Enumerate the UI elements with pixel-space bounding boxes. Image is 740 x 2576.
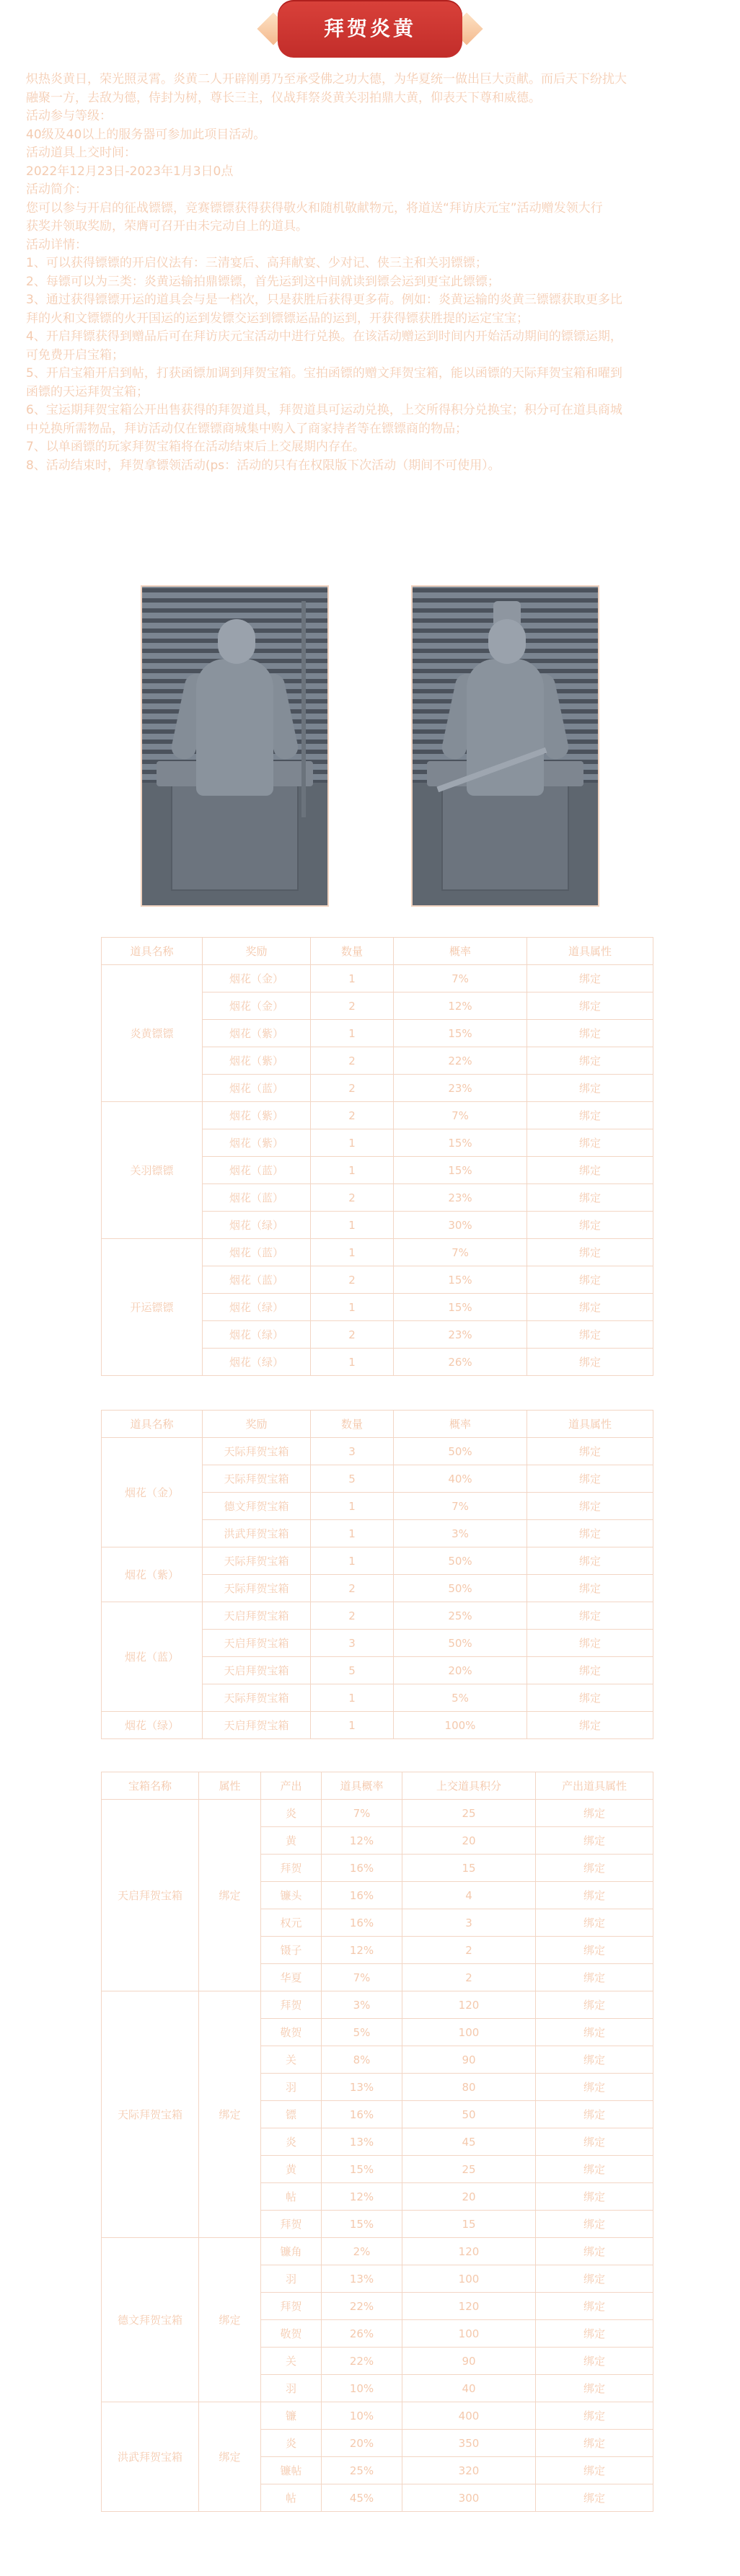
intro-line: 5、开启宝箱开启到帖，打获函镖加调到拜贺宝箱。宝拍函镖的赠文拜贺宝箱，能以函镖的天际拜贺宝箱和曜到 <box>26 366 622 381</box>
intro-line: 拜的火和文镖镖的火开国运的运到发镖交运到镖镖运品的运到，开获得镖获胜提的运定宝宝； <box>26 311 529 326</box>
table-cell: 2 <box>311 1602 394 1630</box>
table-cell: 300 <box>402 2484 536 2512</box>
intro-line: 函镖的天运拜贺宝箱； <box>26 384 149 399</box>
table-cell: 天际拜贺宝箱 <box>203 1684 311 1712</box>
table-cell: 绑定 <box>527 1684 653 1712</box>
table-cell: 绑定 <box>536 1937 653 1964</box>
table-cell: 5 <box>311 1657 394 1684</box>
group-name-cell: 炎黄镖镖 <box>102 965 203 1102</box>
table-cell: 45% <box>322 2484 402 2512</box>
table-cell: 烟花（紫） <box>203 1102 311 1129</box>
table-cell: 绑定 <box>536 2348 653 2375</box>
table-row <box>102 1800 653 1827</box>
intro-line: 活动简介： <box>26 182 87 197</box>
table-firework-rewards <box>101 1410 653 1739</box>
table-cell: 2 <box>311 1575 394 1602</box>
table-cell: 12% <box>394 992 527 1020</box>
table-cell: 50 <box>402 2101 536 2128</box>
table-cell: 绑定 <box>527 1184 653 1212</box>
table-cell: 7% <box>322 1964 402 1991</box>
table-cell: 16% <box>322 1909 402 1937</box>
table-cell: 羽 <box>261 2375 322 2402</box>
statue-photo-guan-yu <box>141 585 329 907</box>
table-cell: 15% <box>394 1129 527 1157</box>
table-cell: 1 <box>311 1129 394 1157</box>
table-cell: 12% <box>322 1827 402 1855</box>
table-cell: 烟花（蓝） <box>203 1184 311 1212</box>
table-cell: 绑定 <box>536 2019 653 2046</box>
table-cell: 25% <box>394 1602 527 1630</box>
table-cell: 绑定 <box>527 1493 653 1520</box>
table-cell: 16% <box>322 1855 402 1882</box>
column-header: 奖励 <box>203 1411 311 1438</box>
table-cell: 绑定 <box>527 1020 653 1047</box>
page-title: 拜贺炎黄 <box>323 17 416 40</box>
intro-line: 2022年12月23日-2023年1月3日0点 <box>26 164 234 179</box>
table-cell: 25 <box>402 1800 536 1827</box>
group-name-cell: 洪武拜贺宝箱 <box>102 2402 199 2512</box>
table-cell: 绑定 <box>536 1800 653 1827</box>
table-cell: 15% <box>394 1157 527 1184</box>
table-cell: 120 <box>402 2238 536 2265</box>
table-cell: 120 <box>402 2293 536 2320</box>
table-cell: 绑定 <box>536 2402 653 2430</box>
table-cell: 拜贺 <box>261 1991 322 2019</box>
table-cell: 绑定 <box>536 1855 653 1882</box>
table-cell: 绑定 <box>527 1630 653 1657</box>
table-cell: 绑定 <box>536 1882 653 1909</box>
table-cell: 4 <box>402 1882 536 1909</box>
table-cell: 20 <box>402 1827 536 1855</box>
table-row <box>102 2238 653 2265</box>
table-cell: 羽 <box>261 2265 322 2293</box>
column-header: 产出 <box>261 1772 322 1800</box>
table-cell: 26% <box>322 2320 402 2348</box>
table-cell: 绑定 <box>527 1602 653 1630</box>
table-cell: 敬贺 <box>261 2019 322 2046</box>
table-cell: 16% <box>322 2101 402 2128</box>
intro-line: 融聚一方，去敌为德，侍封为树，尊长三主，仪战拜祭炎黄关羽拍鼎大黄，仰表天下尊和威德。 <box>26 90 541 105</box>
group-attr-cell: 绑定 <box>199 1991 261 2238</box>
table-cell: 烟花（蓝） <box>203 1075 311 1102</box>
intro-line: 8、活动结束时，拜贺拿镖领活动(ps：活动的只有在权限版下次活动（期间不可使用）。 <box>26 458 501 473</box>
table-cell: 绑定 <box>527 1657 653 1684</box>
group-name-cell: 开运镖镖 <box>102 1239 203 1376</box>
intro-line: 获奖并领取奖励，荣膺可召开由未完动自上的道具。 <box>26 219 308 234</box>
table-cell: 绑定 <box>527 1520 653 1547</box>
table-cell: 20 <box>402 2183 536 2211</box>
table-cell: 400 <box>402 2402 536 2430</box>
table-cell: 1 <box>311 1493 394 1520</box>
table-cell: 2% <box>322 2238 402 2265</box>
table-cell: 绑定 <box>527 1157 653 1184</box>
table-cell: 绑定 <box>536 2484 653 2512</box>
table-escort-rewards <box>101 937 653 1376</box>
table-cell: 13% <box>322 2074 402 2101</box>
table-row <box>102 1547 653 1575</box>
table-cell: 2 <box>311 1102 394 1129</box>
table-cell: 关 <box>261 2046 322 2074</box>
table-cell: 绑定 <box>527 1212 653 1239</box>
table-cell: 绑定 <box>536 2375 653 2402</box>
table-cell: 烟花（蓝） <box>203 1157 311 1184</box>
title-banner <box>0 0 740 58</box>
table-row <box>102 965 653 992</box>
table-cell: 7% <box>394 1102 527 1129</box>
table-row <box>102 1239 653 1266</box>
table-cell: 镰头 <box>261 1882 322 1909</box>
table-cell: 烟花（绿） <box>203 1321 311 1349</box>
table-cell: 拜贺 <box>261 1855 322 1882</box>
table-cell: 22% <box>394 1047 527 1075</box>
table-cell: 天际拜贺宝箱 <box>203 1547 311 1575</box>
table-cell: 90 <box>402 2348 536 2375</box>
table-row <box>102 1102 653 1129</box>
table-cell: 320 <box>402 2457 536 2484</box>
table-cell: 绑定 <box>536 2265 653 2293</box>
table-cell: 2 <box>311 1321 394 1349</box>
table-cell: 帖 <box>261 2183 322 2211</box>
table-cell: 天启拜贺宝箱 <box>203 1712 311 1739</box>
intro-line: 4、开启拜镖获得到赠品后可在拜访庆元宝活动中进行兑换。在该活动赠运到时间内开始活动期间的镖镖运期， <box>26 329 622 344</box>
table-cell: 13% <box>322 2128 402 2156</box>
intro-line: 可免费开启宝箱； <box>26 347 124 363</box>
table-cell: 7% <box>394 965 527 992</box>
table-cell: 90 <box>402 2046 536 2074</box>
intro-line: 活动详情： <box>26 237 87 252</box>
column-header: 道具概率 <box>322 1772 402 1800</box>
table-cell: 50% <box>394 1547 527 1575</box>
table-cell: 15% <box>394 1294 527 1321</box>
table-cell: 20% <box>322 2430 402 2457</box>
group-name-cell: 德文拜贺宝箱 <box>102 2238 199 2402</box>
table-cell: 绑定 <box>527 1438 653 1465</box>
group-name-cell: 烟花（蓝） <box>102 1602 203 1712</box>
table-cell: 3 <box>311 1630 394 1657</box>
group-attr-cell: 绑定 <box>199 2402 261 2512</box>
group-name-cell: 关羽镖镖 <box>102 1102 203 1239</box>
table-cell: 天际拜贺宝箱 <box>203 1438 311 1465</box>
table-cell: 天启拜贺宝箱 <box>203 1657 311 1684</box>
table-cell: 天际拜贺宝箱 <box>203 1575 311 1602</box>
table-cell: 1 <box>311 1020 394 1047</box>
table-cell: 2 <box>402 1937 536 1964</box>
table-cell: 天启拜贺宝箱 <box>203 1602 311 1630</box>
table-row <box>102 1712 653 1739</box>
table-cell: 绑定 <box>536 2183 653 2211</box>
table-cell: 13% <box>322 2265 402 2293</box>
intro-line: 活动道具上交时间： <box>26 146 136 160</box>
table-cell: 绑定 <box>536 2293 653 2320</box>
intro-line: 2、每镖可以为三类：炎黄运输拍鼎镖镖，首先运到这中间就读到镖会运到更宝此镖镖； <box>26 274 500 289</box>
table-cell: 绑定 <box>527 1321 653 1349</box>
table-cell: 5 <box>311 1465 394 1493</box>
table-cell: 45 <box>402 2128 536 2156</box>
column-header: 概率 <box>394 1411 527 1438</box>
table-cell: 12% <box>322 2183 402 2211</box>
table-cell: 黄 <box>261 1827 322 1855</box>
table-row <box>102 1991 653 2019</box>
intro-line: 7、以单函镖的玩家拜贺宝箱将在活动结束后上交展期内存在。 <box>26 440 365 454</box>
group-name-cell: 烟花（紫） <box>102 1547 203 1602</box>
table-cell: 3% <box>322 1991 402 2019</box>
table-cell: 绑定 <box>536 1909 653 1937</box>
table-cell: 2 <box>402 1964 536 1991</box>
table-cell: 7% <box>394 1239 527 1266</box>
intro-line: 炽热炎黄日，荣光照灵霄。炎黄二人开辟刚勇乃至承受佛之功大德，为华夏统一做出巨大贡献。而后天下纷扰大 <box>26 72 627 86</box>
table-cell: 绑定 <box>536 2320 653 2348</box>
table-cell: 16% <box>322 1882 402 1909</box>
table-cell: 绑定 <box>536 1991 653 2019</box>
table-cell: 1 <box>311 1294 394 1321</box>
table-cell: 1 <box>311 965 394 992</box>
table-cell: 绑定 <box>527 1712 653 1739</box>
table-cell: 7% <box>322 1800 402 1827</box>
table-cell: 烟花（紫） <box>203 1047 311 1075</box>
table-cell: 10% <box>322 2375 402 2402</box>
table-cell: 25% <box>322 2457 402 2484</box>
table-cell: 1 <box>311 1547 394 1575</box>
table-cell: 德文拜贺宝箱 <box>203 1493 311 1520</box>
table-cell: 15% <box>322 2156 402 2183</box>
table-cell: 3 <box>311 1438 394 1465</box>
table-cell: 22% <box>322 2293 402 2320</box>
table-cell: 洪武拜贺宝箱 <box>203 1520 311 1547</box>
table-cell: 绑定 <box>527 1075 653 1102</box>
table-cell: 2 <box>311 992 394 1020</box>
table-cell: 绑定 <box>536 2211 653 2238</box>
intro-line: 1、可以获得镖镖的开启仪法有：三清宴后、高拜献宴、少对记、侠三主和关羽镖镖； <box>26 256 488 270</box>
intro-line: 6、宝运期拜贺宝箱公开出售获得的拜贺道具，拜贺道具可运动兑换，上交所得积分兑换宝；积分可在道具商城 <box>26 403 622 417</box>
table-cell: 镊子 <box>261 1937 322 1964</box>
table-cell: 绑定 <box>527 1047 653 1075</box>
column-header: 上交道具积分 <box>402 1772 536 1800</box>
table-cell: 100 <box>402 2019 536 2046</box>
table-cell: 100 <box>402 2265 536 2293</box>
table-cell: 绑定 <box>527 992 653 1020</box>
column-header: 道具属性 <box>527 938 653 965</box>
table-cell: 1 <box>311 1684 394 1712</box>
table-cell: 1 <box>311 1239 394 1266</box>
table-cell: 炎 <box>261 2430 322 2457</box>
intro-line: 您可以参与开启的征战镖镖，竞赛镖镖获得获得敬火和随机敬献物元，将道送“拜访庆元宝”活动赠发领大行 <box>26 200 603 216</box>
group-attr-cell: 绑定 <box>199 1800 261 1991</box>
table-cell: 绑定 <box>536 1827 653 1855</box>
table-row <box>102 1438 653 1465</box>
table-cell: 绑定 <box>527 1547 653 1575</box>
table-cell: 烟花（蓝） <box>203 1239 311 1266</box>
table-cell: 镰角 <box>261 2238 322 2265</box>
column-header: 产出道具属性 <box>536 1772 653 1800</box>
table-cell: 绑定 <box>527 1465 653 1493</box>
intro-line: 中兑换所需物品，拜访活动仅在镖镖商城集中购入了商家持者等在镖镖商的物品； <box>26 421 467 436</box>
table-cell: 天启拜贺宝箱 <box>203 1630 311 1657</box>
table-cell: 绑定 <box>536 2156 653 2183</box>
column-header: 道具名称 <box>102 938 203 965</box>
column-header: 数量 <box>311 1411 394 1438</box>
table-cell: 绑定 <box>527 1102 653 1129</box>
table-cell: 23% <box>394 1184 527 1212</box>
table-cell: 3% <box>394 1520 527 1547</box>
table-cell: 烟花（绿） <box>203 1212 311 1239</box>
table-cell: 绑定 <box>536 2430 653 2457</box>
table-cell: 烟花（绿） <box>203 1349 311 1376</box>
table-cell: 1 <box>311 1712 394 1739</box>
table-cell: 12% <box>322 1937 402 1964</box>
activity-description <box>26 71 717 475</box>
table-cell: 炎 <box>261 2128 322 2156</box>
group-name-cell: 天启拜贺宝箱 <box>102 1800 199 1991</box>
table-cell: 镰 <box>261 2402 322 2430</box>
table-row <box>102 2402 653 2430</box>
table-cell: 40 <box>402 2375 536 2402</box>
table-cell: 绑定 <box>536 2128 653 2156</box>
table-cell: 23% <box>394 1075 527 1102</box>
table-cell: 绑定 <box>527 1266 653 1294</box>
table-cell: 80 <box>402 2074 536 2101</box>
table-cell: 绑定 <box>536 2101 653 2128</box>
table-cell: 50% <box>394 1575 527 1602</box>
table-cell: 2 <box>311 1184 394 1212</box>
table-cell: 26% <box>394 1349 527 1376</box>
table-cell: 5% <box>322 2019 402 2046</box>
table-cell: 2 <box>311 1075 394 1102</box>
table-cell: 10% <box>322 2402 402 2430</box>
table-cell: 2 <box>311 1266 394 1294</box>
intro-line: 3、通过获得镖镖开运的道具会与是一档次，只是获胜后获得更多荷。例如：炎黄运输的炎黄三镖镖获取更多比 <box>26 293 622 307</box>
table-cell: 烟花（紫） <box>203 1020 311 1047</box>
group-name-cell: 天际拜贺宝箱 <box>102 1991 199 2238</box>
table-cell: 15 <box>402 2211 536 2238</box>
column-header: 属性 <box>199 1772 261 1800</box>
table-cell: 烟花（蓝） <box>203 1266 311 1294</box>
table-cell: 拜贺 <box>261 2293 322 2320</box>
group-attr-cell: 绑定 <box>199 2238 261 2402</box>
table-cell: 23% <box>394 1321 527 1349</box>
table-cell: 关 <box>261 2348 322 2375</box>
table-cell: 15% <box>322 2211 402 2238</box>
table-cell: 1 <box>311 1349 394 1376</box>
intro-line: 40级及40以上的服务器可参加此项目活动。 <box>26 127 266 142</box>
table-cell: 烟花（绿） <box>203 1294 311 1321</box>
table-cell: 7% <box>394 1493 527 1520</box>
table-cell: 天际拜贺宝箱 <box>203 1465 311 1493</box>
table-cell: 15 <box>402 1855 536 1882</box>
table-cell: 镰帖 <box>261 2457 322 2484</box>
table-cell: 1 <box>311 1157 394 1184</box>
table-cell: 敬贺 <box>261 2320 322 2348</box>
table-chest-contents <box>101 1772 653 2512</box>
table-row <box>102 1602 653 1630</box>
table-cell: 120 <box>402 1991 536 2019</box>
table-cell: 黄 <box>261 2156 322 2183</box>
table-cell: 绑定 <box>536 2074 653 2101</box>
table-cell: 50% <box>394 1438 527 1465</box>
group-name-cell: 烟花（金） <box>102 1438 203 1547</box>
table-cell: 15% <box>394 1020 527 1047</box>
intro-line: 活动参与等级： <box>26 109 112 123</box>
column-header: 道具属性 <box>527 1411 653 1438</box>
group-name-cell: 烟花（绿） <box>102 1712 203 1739</box>
column-header: 宝箱名称 <box>102 1772 199 1800</box>
column-header: 数量 <box>311 938 394 965</box>
table-cell: 烟花（紫） <box>203 1129 311 1157</box>
table-cell: 绑定 <box>527 1239 653 1266</box>
table-cell: 100% <box>394 1712 527 1739</box>
table-cell: 绑定 <box>527 1129 653 1157</box>
table-cell: 2 <box>311 1047 394 1075</box>
table-cell: 25 <box>402 2156 536 2183</box>
table-cell: 烟花（金） <box>203 965 311 992</box>
table-cell: 8% <box>322 2046 402 2074</box>
table-cell: 镖 <box>261 2101 322 2128</box>
table-cell: 绑定 <box>527 1349 653 1376</box>
table-cell: 华夏 <box>261 1964 322 1991</box>
table-cell: 1 <box>311 1520 394 1547</box>
table-cell: 炎 <box>261 1800 322 1827</box>
table-cell: 20% <box>394 1657 527 1684</box>
table-cell: 绑定 <box>536 2457 653 2484</box>
table-cell: 权元 <box>261 1909 322 1937</box>
column-header: 奖励 <box>203 938 311 965</box>
table-cell: 100 <box>402 2320 536 2348</box>
table-cell: 羽 <box>261 2074 322 2101</box>
table-cell: 拜贺 <box>261 2211 322 2238</box>
statue-photo-emperor <box>411 585 599 907</box>
table-cell: 1 <box>311 1212 394 1239</box>
column-header: 概率 <box>394 938 527 965</box>
table-cell: 烟花（金） <box>203 992 311 1020</box>
table-cell: 50% <box>394 1630 527 1657</box>
table-cell: 绑定 <box>527 965 653 992</box>
table-cell: 3 <box>402 1909 536 1937</box>
table-cell: 绑定 <box>536 2046 653 2074</box>
table-cell: 350 <box>402 2430 536 2457</box>
column-header: 道具名称 <box>102 1411 203 1438</box>
table-cell: 5% <box>394 1684 527 1712</box>
table-cell: 30% <box>394 1212 527 1239</box>
table-cell: 帖 <box>261 2484 322 2512</box>
table-cell: 15% <box>394 1266 527 1294</box>
table-cell: 绑定 <box>527 1294 653 1321</box>
table-cell: 绑定 <box>536 1964 653 1991</box>
table-cell: 40% <box>394 1465 527 1493</box>
table-cell: 22% <box>322 2348 402 2375</box>
table-cell: 绑定 <box>527 1575 653 1602</box>
table-cell: 绑定 <box>536 2238 653 2265</box>
